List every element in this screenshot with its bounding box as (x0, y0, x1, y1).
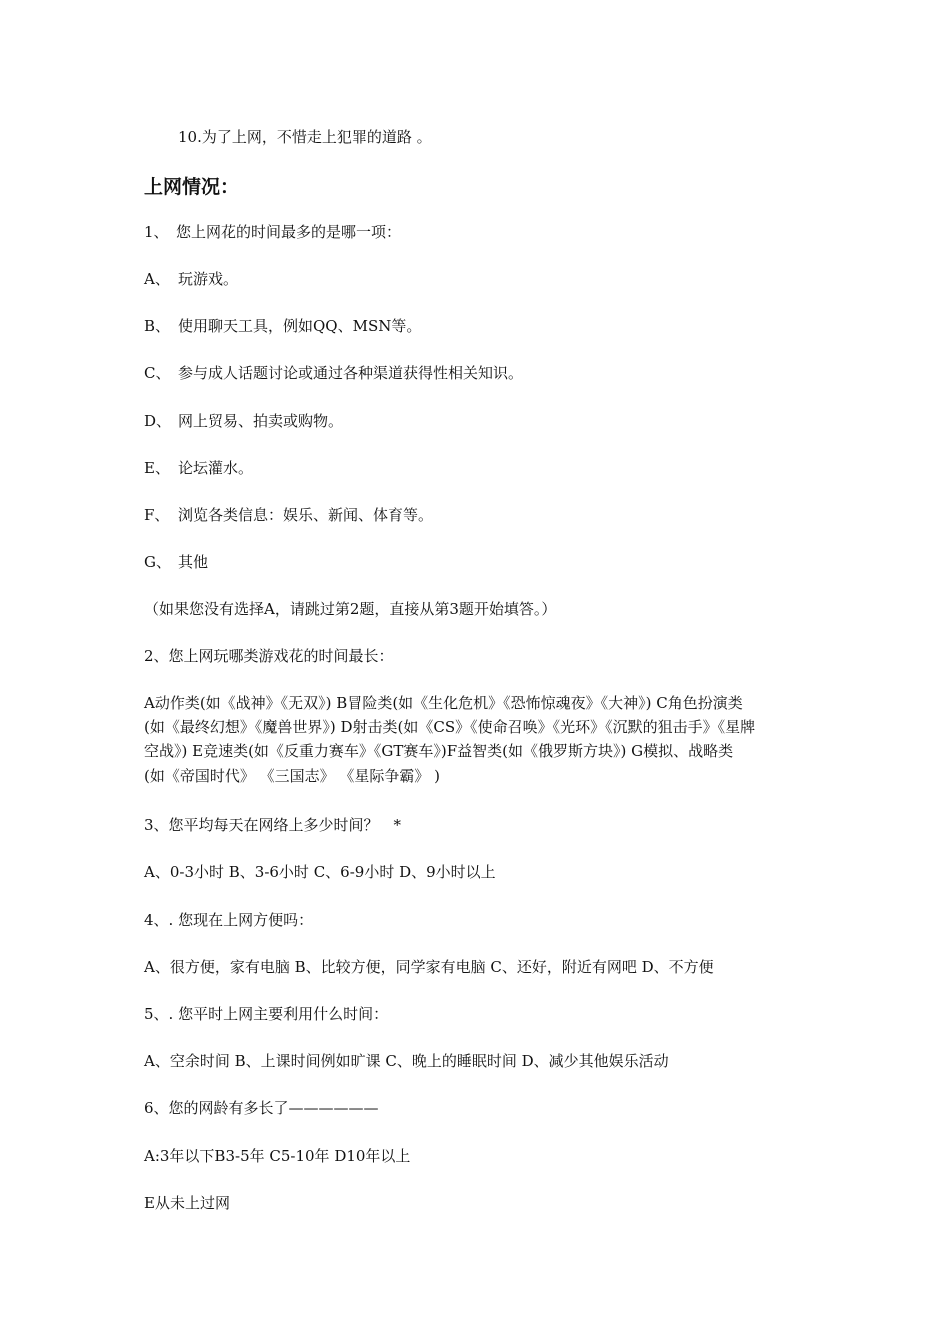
option-label: D、 (144, 412, 172, 430)
q4-title: 4、. 您现在上网方便吗： (144, 911, 314, 929)
q2-options-line: A动作类(如《战神》《无双》) B冒险类(如《生化危机》《恐怖惊魂夜》《大神》) C角色扮演类 (144, 694, 743, 712)
q6-options-extra: E从未上过网 (144, 1194, 230, 1212)
q4-options: A、很方便，家有电脑 B、比较方便，同学家有电脑 C、还好，附近有网吧 D、不方便 (144, 958, 714, 976)
option-label: E、 (144, 459, 170, 477)
option-label: C、 (144, 364, 171, 382)
q1-option-c (144, 362, 814, 384)
option-text: 使用聊天工具，例如QQ、MSN等。 (178, 317, 422, 335)
q2-options-line: (如《最终幻想》《魔兽世界》) D射击类(如《CS》《使命召唤》《光环》《沉默的狙击手》《星牌 (144, 718, 756, 736)
q1-option-e (144, 457, 814, 479)
option-text: 参与成人话题讨论或通过各种渠道获得性相关知识。 (178, 364, 524, 382)
option-text: 论坛灌水。 (178, 459, 254, 477)
q6-title: 6、您的网龄有多长了—————— (144, 1099, 379, 1117)
option-label: B、 (144, 317, 171, 335)
q3-title: 3、您平均每天在网络上多少时间？ * (144, 816, 402, 834)
q2-options-line: (如《帝国时代》 《三国志》 《星际争霸》 ) (144, 767, 441, 785)
option-text: 其他 (178, 553, 209, 571)
option-label: G、 (144, 553, 171, 571)
q6-options: A:3年以下B3-5年 C5-10年 D10年以上 (144, 1147, 411, 1165)
q1-option-b (144, 315, 814, 337)
q5-options: A、空余时间 B、上课时间例如旷课 C、晚上的睡眠时间 D、减少其他娱乐活动 (144, 1052, 669, 1070)
q1-option-a (144, 268, 814, 290)
intro-item: 10.为了上网，不惜走上犯罪的道路 。 (178, 128, 432, 146)
q1-option-d (144, 410, 814, 432)
option-text: 网上贸易、拍卖或购物。 (178, 412, 344, 430)
q2-title: 2、您上网玩哪类游戏花的时间最长： (144, 647, 394, 665)
skip-note: （如果您没有选择A，请跳过第2题，直接从第3题开始填答。） (144, 600, 557, 618)
option-text: 浏览各类信息：娱乐、新闻、体育等。 (178, 506, 434, 524)
q1-option-f (144, 504, 814, 526)
q5-title: 5、. 您平时上网主要利用什么时间： (144, 1005, 389, 1023)
option-label: F、 (144, 506, 170, 524)
q1-option-g (144, 551, 814, 573)
q1-title: 1、 您上网花的时间最多的是哪一项： (144, 223, 402, 241)
option-text: 玩游戏。 (178, 270, 239, 288)
option-label: A、 (144, 270, 170, 288)
q2-options-line: 空战》) E竞速类(如《反重力赛车》《GT赛车》)F益智类(如《俄罗斯方块》) G模拟、战略类 (144, 742, 734, 760)
q3-options: A、0-3小时 B、3-6小时 C、6-9小时 D、9小时以上 (144, 863, 496, 881)
section-title: 上网情况： (144, 176, 240, 198)
